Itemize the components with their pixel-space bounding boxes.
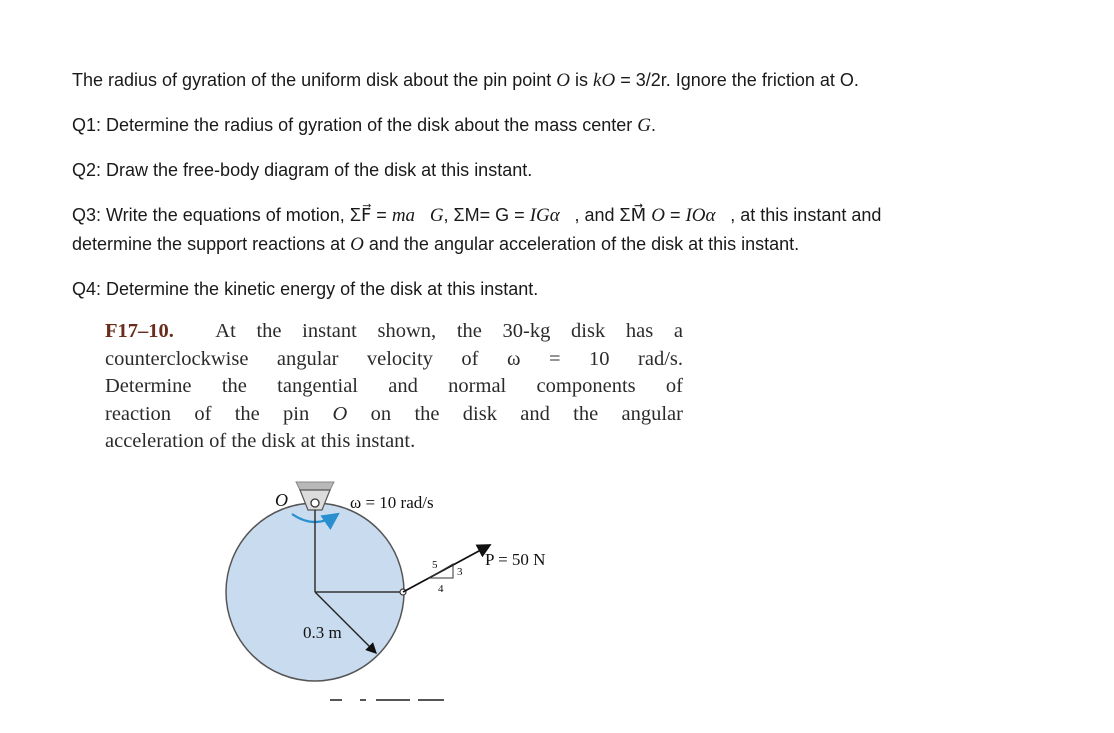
slope-5-label: 5 <box>432 559 438 571</box>
question-4: Q4: Determine the kinetic energy of the disk at this instant. <box>72 279 539 299</box>
support-block <box>296 482 334 490</box>
force-arrow <box>403 545 490 592</box>
book-line-4: reaction of the pin O on the disk and the angular <box>105 402 683 425</box>
intro-text: The radius of gyration of the uniform disk about the pin point O is kO = 3/2r. Ignore the friction at O. <box>72 70 859 91</box>
question-3-line-2: determine the support reactions at O and the angular acceleration of the disk at this instant. <box>72 234 800 255</box>
slope-4-label: 4 <box>438 583 444 595</box>
book-line-3: Determine the tangential and normal components of <box>105 375 683 397</box>
question-3: Q3: Write the equations of motion, ΣF⃗ = ma⃗G, ΣM= G = IGα⃗, and ΣM⃗⃗ O = IOα⃗, at this instant and <box>72 205 882 226</box>
textbook-problem <box>105 318 683 456</box>
book-line-2: counterclockwise angular velocity of ω = 10 rad/s. <box>105 347 683 370</box>
question-1: Q1: Determine the radius of gyration of the disk about the mass center G. <box>72 115 657 136</box>
slope-3-label: 3 <box>457 566 463 578</box>
book-line-5: acceleration of the disk at this instant. <box>105 430 416 452</box>
radius-label: 0.3 m <box>303 623 342 642</box>
pin <box>311 499 319 507</box>
disk-diagram <box>200 470 620 710</box>
force-label: P = 50 N <box>485 550 546 569</box>
book-line-1: F17–10. At the instant shown, the 30-kg disk has a <box>105 320 684 342</box>
question-2: Q2: Draw the free-body diagram of the disk at this instant. <box>72 160 533 180</box>
omega-label: ω = 10 rad/s <box>350 493 434 512</box>
pin-label: O <box>275 490 288 510</box>
problem-label: F17–10. <box>105 320 174 342</box>
